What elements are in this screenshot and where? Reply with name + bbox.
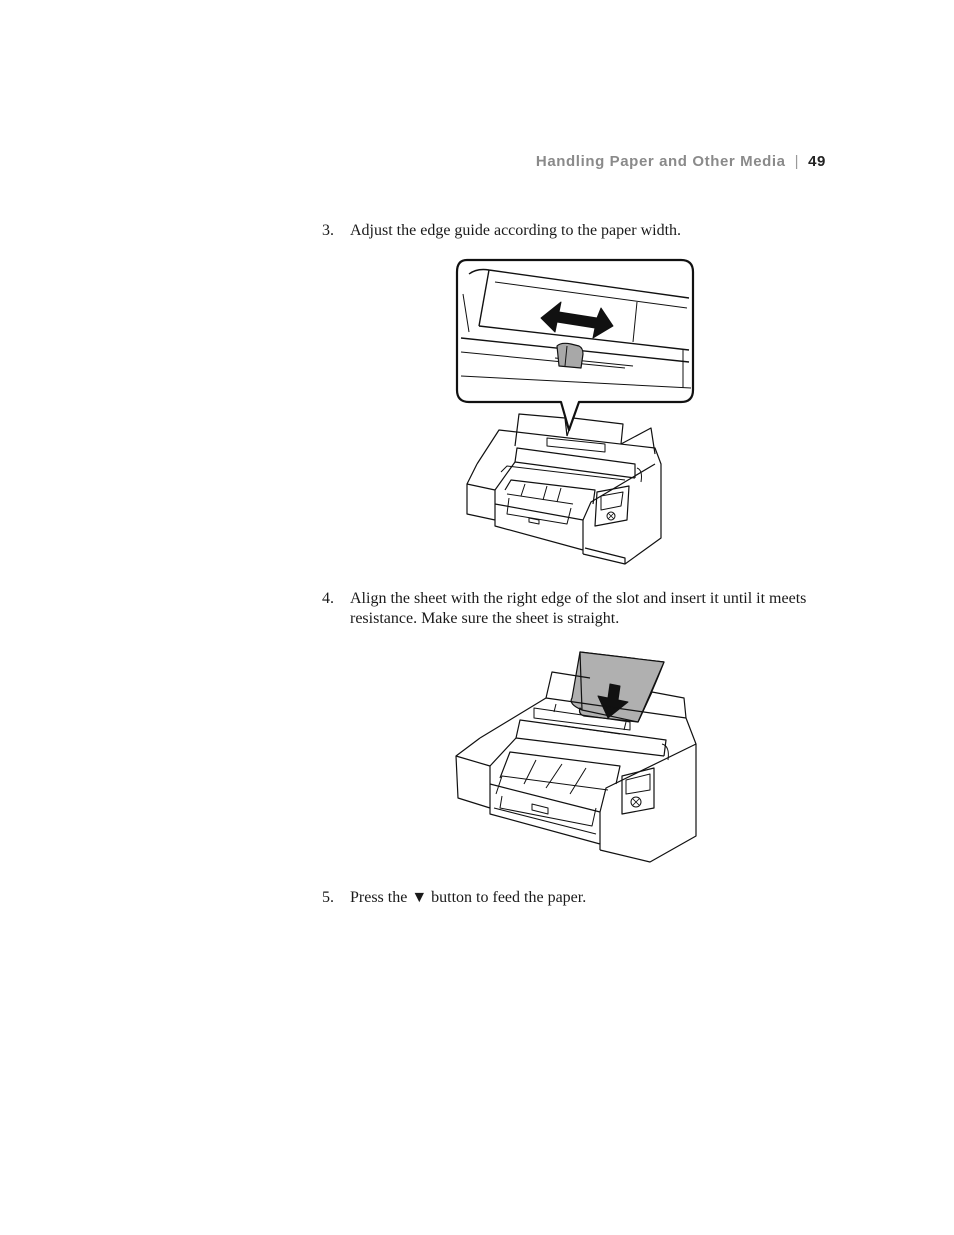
- step-5: [322, 888, 832, 908]
- edge-guide-tab: [557, 343, 583, 368]
- section-title: Handling Paper and Other Media: [535, 153, 786, 170]
- edge-guide-illustration: [455, 258, 697, 570]
- step-4: [322, 589, 832, 629]
- step-number: 4.: [322, 590, 334, 607]
- page-number: 49: [808, 153, 826, 170]
- step-3: [322, 221, 832, 241]
- running-header: [500, 153, 826, 170]
- printer-drawing: [467, 414, 661, 564]
- step-number: 3.: [322, 222, 334, 239]
- step-text: Press the ▼ button to feed the paper.: [350, 889, 587, 906]
- step-text: Align the sheet with the right edge of the slot and insert it until it meets resistance. Make sure the sheet is straight.: [350, 590, 807, 627]
- step-text: Adjust the edge guide according to the paper width.: [350, 222, 682, 239]
- header-separator: |: [794, 153, 800, 170]
- step-number: 5.: [322, 889, 334, 906]
- insert-sheet-illustration: [450, 648, 702, 866]
